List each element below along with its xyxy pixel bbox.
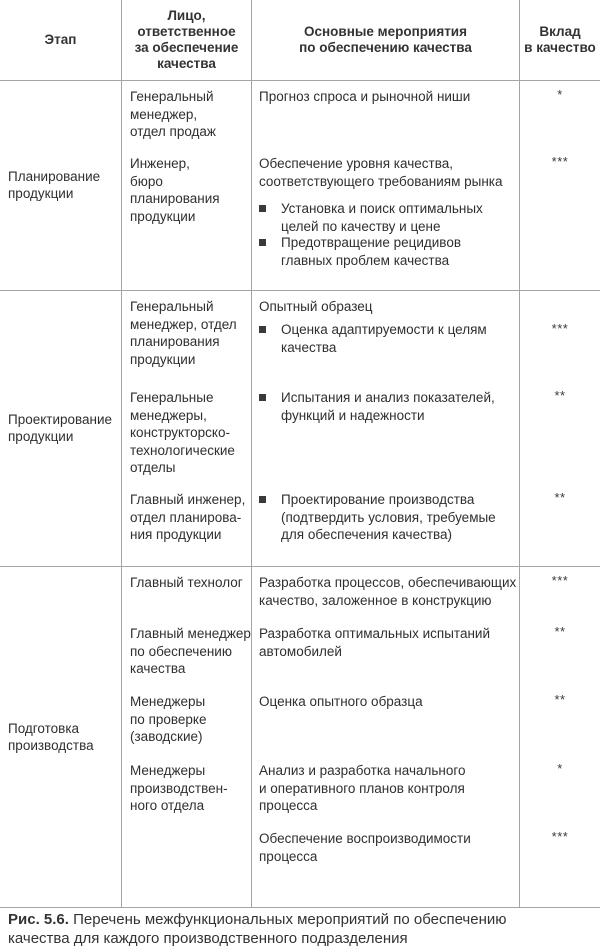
responsible-cell: Главный инженер, отдел планирова- ния продукции	[130, 492, 246, 542]
figure-number: Рис. 5.6.	[8, 911, 69, 928]
square-bullet-icon	[259, 326, 266, 333]
stage-design: Проектирование продукции	[8, 411, 113, 444]
responsible-cell: Менеджеры по проверке (заводские)	[130, 694, 207, 744]
header-contribution: Вклад в качество	[524, 24, 596, 55]
contribution-stars: **	[554, 692, 566, 707]
measure-cell: Оценка опытного образца	[259, 694, 423, 709]
measure-cell: Разработка процессов, обеспечивающих качество, заложенное в конструкцию	[259, 575, 517, 608]
contribution-stars: *	[557, 761, 563, 776]
responsible-cell: Главный технолог	[130, 575, 243, 590]
responsible-cell: Инженер, бюро планирования продукции	[130, 156, 220, 224]
bullet-item: Предотвращение рецидивов главных проблем качества	[259, 234, 519, 270]
contribution-stars: **	[554, 388, 566, 403]
stage-production-prep: Подготовка производства	[8, 720, 94, 753]
measure-cell: Прогноз спроса и рыночной ниши	[259, 89, 471, 104]
measure-cell: Обеспечение воспроизводимости процесса	[259, 831, 471, 864]
stage-planning: Планирование продукции	[8, 168, 101, 201]
measure-cell: Опытный образец	[259, 299, 373, 314]
contribution-stars: ***	[551, 573, 569, 588]
contribution-stars: **	[554, 624, 566, 639]
square-bullet-icon	[259, 496, 266, 503]
responsible-cell: Менеджеры производствен- ного отдела	[130, 763, 228, 813]
responsible-cell: Генеральный менеджер, отдел планирования продукции	[130, 299, 237, 367]
figure-caption	[8, 910, 600, 948]
responsible-cell: Генеральный менеджер, отдел продаж	[130, 89, 216, 139]
column-divider	[251, 0, 252, 908]
contribution-stars: ***	[551, 321, 569, 336]
contribution-stars: *	[557, 87, 563, 102]
header-stage: Этап	[44, 32, 77, 47]
bullet-item: Установка и поиск оптимальных целей по качеству и цене	[259, 200, 519, 236]
figure-caption-text: Перечень межфункциональных мероприятий по обеспечению качества для каждого производственного подразделения	[8, 911, 507, 947]
measure-cell: Обеспечение уровня качества, соответствующего требованиям рынка	[259, 156, 503, 189]
header-responsible: Лицо, ответственное за обеспечение качества	[134, 8, 239, 71]
responsible-cell: Генеральные менеджеры, конструкторско- технологические отделы	[130, 390, 235, 475]
header-measures: Основные мероприятия по обеспечению качества	[299, 24, 472, 55]
bullet-item: Испытания и анализ показателей, функций и надежности	[259, 389, 519, 425]
bullet-item: Проектирование производства (подтвердить условия, требуемые для обеспечения качества)	[259, 491, 519, 545]
square-bullet-icon	[259, 239, 266, 246]
bullet-item: Оценка адаптируемости к целям качества	[259, 321, 519, 357]
square-bullet-icon	[259, 394, 266, 401]
contribution-stars: **	[554, 490, 566, 505]
measure-cell: Разработка оптимальных испытаний автомобилей	[259, 626, 490, 659]
responsible-cell: Главный менеджер по обеспечению качества	[130, 626, 251, 676]
contribution-stars: ***	[551, 829, 569, 844]
measure-cell: Анализ и разработка начального и оперативного планов контроля процесса	[259, 763, 466, 813]
square-bullet-icon	[259, 205, 266, 212]
contribution-stars: ***	[551, 154, 569, 169]
